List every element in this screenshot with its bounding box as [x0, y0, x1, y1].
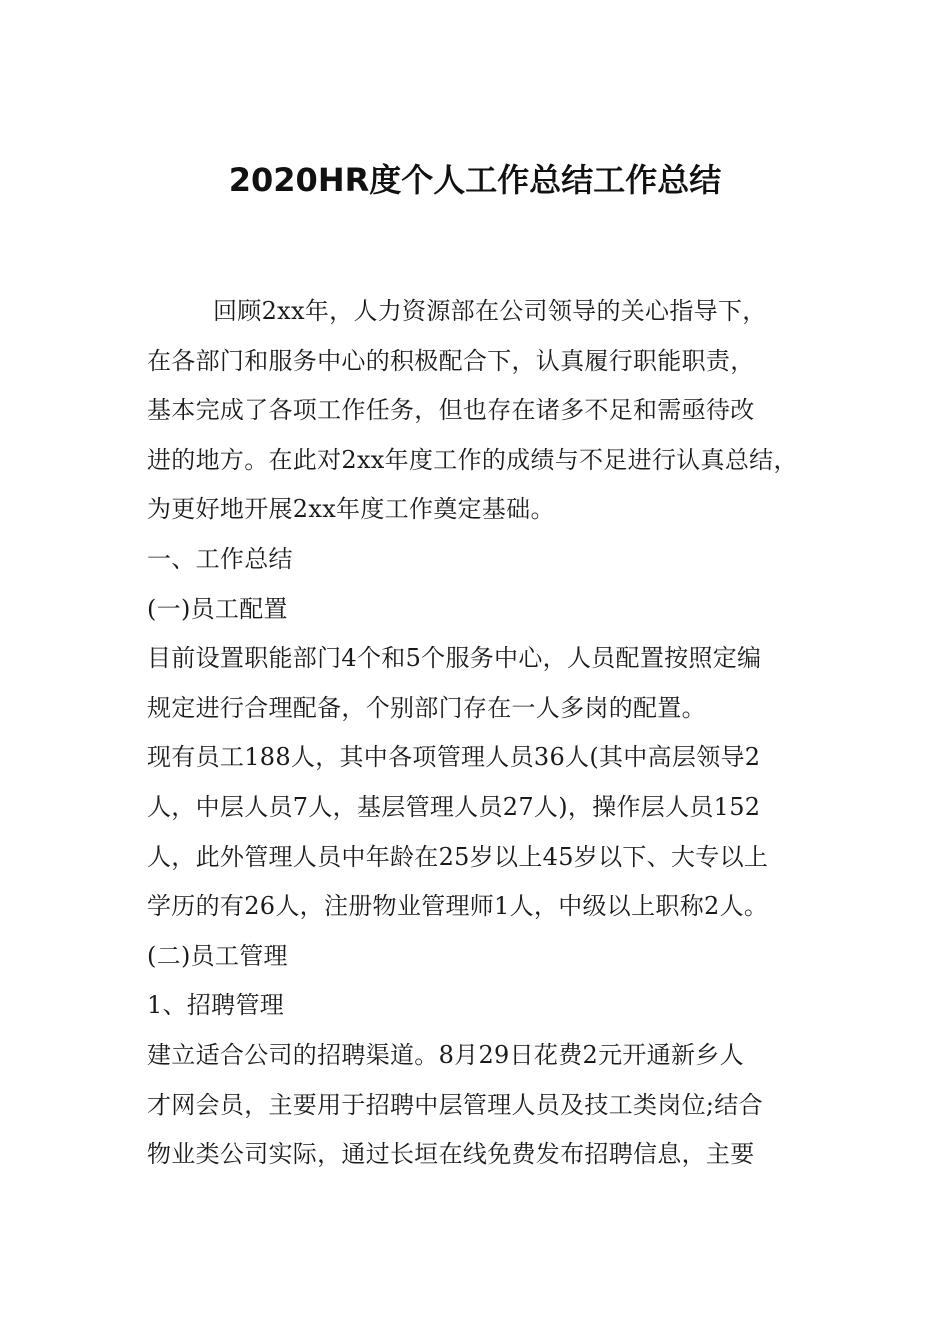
- paragraph-line: 物业类公司实际，通过长垣在线免费发布招聘信息，主要: [147, 1140, 755, 1169]
- paragraph-line: 回顾2xx年，人力资源部在公司领导的关心指导下，: [213, 297, 767, 325]
- paragraph-line: 建立适合公司的招聘渠道。8月29日花费2元开通新乡人: [147, 1040, 744, 1069]
- document-body: [147, 287, 807, 1180]
- paragraph-line: 现有员工188人，其中各项管理人员36人(其中高层领导2: [147, 743, 761, 772]
- subsection-heading: (一)员工配置: [147, 594, 288, 623]
- paragraph-line: 学历的有26人，注册物业管理师1人，中级以上职称2人。: [147, 892, 769, 921]
- paragraph-line: 才网会员，主要用于招聘中层管理人员及技工类岗位;结合: [147, 1090, 763, 1119]
- paragraph-line: 规定进行合理配备，个别部门存在一人多岗的配置。: [147, 693, 706, 722]
- document-title: 2020HR度个人工作总结工作总结: [228, 161, 722, 199]
- paragraph-line: 为更好地开展2xx年度工作奠定基础。: [147, 495, 555, 524]
- section-heading: 一、工作总结: [147, 544, 293, 573]
- paragraph-line: 目前设置职能部门4个和5个服务中心，人员配置按照定编: [147, 644, 762, 673]
- paragraph-line: 进的地方。在此对2xx年度工作的成绩与不足进行认真总结，: [147, 445, 798, 474]
- paragraph-line: 人，中层人员7人，基层管理人员27人)，操作层人员152: [147, 792, 761, 821]
- item-heading: 1、招聘管理: [147, 991, 285, 1020]
- paragraph-line: 人，此外管理人员中年龄在25岁以上45岁以下、大专以上: [147, 842, 769, 871]
- paragraph-line: 在各部门和服务中心的积极配合下，认真履行职能职责，: [147, 346, 755, 375]
- paragraph-line: 基本完成了各项工作任务，但也存在诸多不足和需亟待改: [147, 396, 755, 425]
- subsection-heading: (二)员工管理: [147, 941, 288, 970]
